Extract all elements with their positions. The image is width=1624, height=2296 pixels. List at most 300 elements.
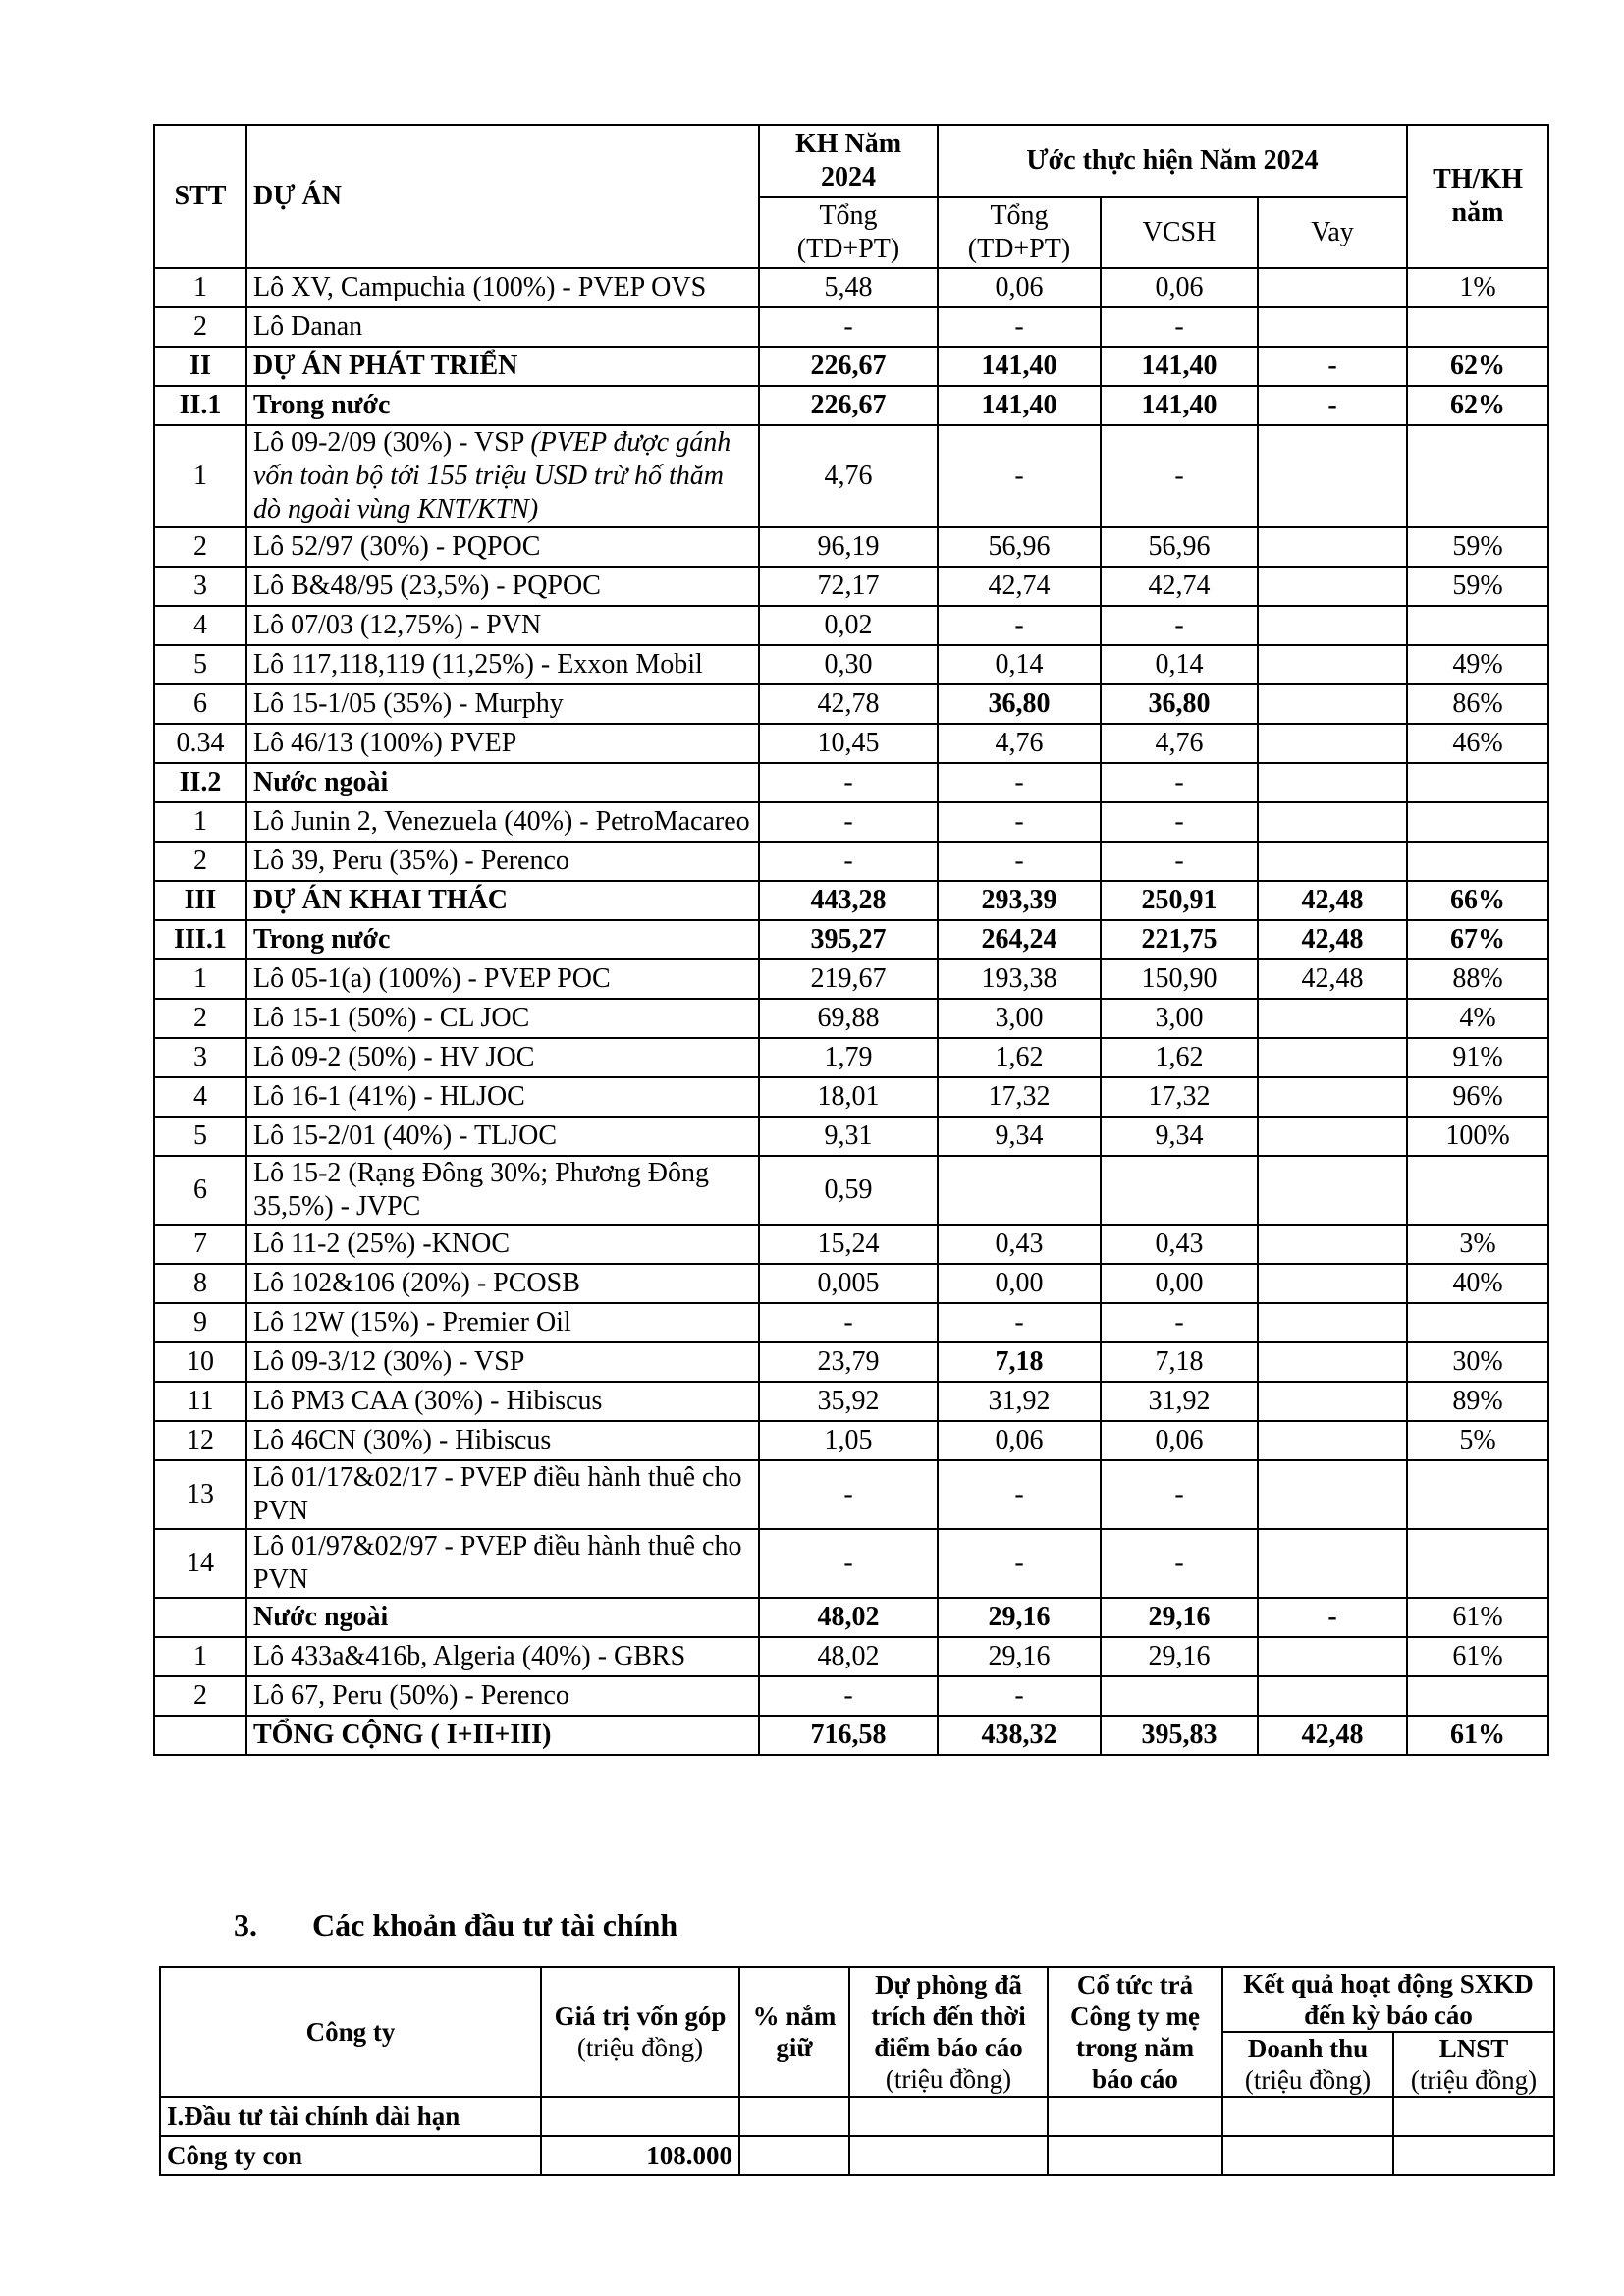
- project-name-cell: [246, 1117, 759, 1156]
- table-row: [154, 920, 1548, 959]
- estimate-total-cell: 36,80: [938, 684, 1101, 724]
- stt-cell: 9: [154, 1303, 246, 1342]
- kh-total-cell: 35,92: [759, 1382, 938, 1421]
- thkh-cell: 30%: [1407, 1342, 1548, 1382]
- vcsh-cell: 0,14: [1101, 645, 1258, 684]
- stt-cell: 10: [154, 1342, 246, 1382]
- project-name: Lô 12W (15%) - Premier Oil: [253, 1307, 571, 1338]
- header-capital-label: Giá trị vốn góp: [554, 2001, 727, 2031]
- table-row: [154, 959, 1548, 999]
- project-name: Lô 46CN (30%) - Hibiscus: [253, 1425, 552, 1455]
- estimate-total-cell: 56,96: [938, 527, 1101, 567]
- vay-cell: [1258, 1637, 1407, 1676]
- project-name-cell: [246, 1676, 759, 1716]
- stt-cell: 2: [154, 1676, 246, 1716]
- vay-cell: [1258, 1460, 1407, 1529]
- company-cell: I.Đầu tư tài chính dài hạn: [160, 2097, 541, 2136]
- vay-cell: [1258, 1156, 1407, 1225]
- vay-cell: [1258, 1529, 1407, 1598]
- estimate-total-cell: 9,34: [938, 1117, 1101, 1156]
- stt-cell: 2: [154, 999, 246, 1038]
- vay-cell: 42,48: [1258, 881, 1407, 920]
- thkh-cell: 89%: [1407, 1382, 1548, 1421]
- stt-cell: 13: [154, 1460, 246, 1529]
- estimate-total-cell: 293,39: [938, 881, 1101, 920]
- table-row: [154, 1342, 1548, 1382]
- thkh-cell: 86%: [1407, 684, 1548, 724]
- table-row: [154, 1038, 1548, 1077]
- thkh-cell: [1407, 842, 1548, 881]
- table-row: [154, 1156, 1548, 1225]
- table-row: [154, 724, 1548, 763]
- kh-total-cell: 443,28: [759, 881, 938, 920]
- stt-cell: 5: [154, 645, 246, 684]
- kh-total-cell: 10,45: [759, 724, 938, 763]
- project-name-cell: [246, 567, 759, 606]
- kh-total-cell: 219,67: [759, 959, 938, 999]
- thkh-cell: 66%: [1407, 881, 1548, 920]
- kh-total-cell: 716,58: [759, 1716, 938, 1755]
- vcsh-cell: -: [1101, 842, 1258, 881]
- header-capital-unit: (triệu đồng): [576, 2033, 704, 2062]
- estimate-total-cell: 0,06: [938, 268, 1101, 307]
- vcsh-cell: 141,40: [1101, 347, 1258, 386]
- kh-total-cell: -: [759, 763, 938, 802]
- vcsh-cell: -: [1101, 606, 1258, 645]
- project-name-cell: [246, 1529, 759, 1598]
- thkh-cell: [1407, 606, 1548, 645]
- thkh-cell: 5%: [1407, 1421, 1548, 1460]
- project-name-cell: [246, 1716, 759, 1755]
- project-name-cell: [246, 802, 759, 842]
- vay-cell: [1258, 999, 1407, 1038]
- table-row: [154, 1382, 1548, 1421]
- vay-cell: [1258, 567, 1407, 606]
- project-name-cell: [246, 959, 759, 999]
- vay-cell: 42,48: [1258, 1716, 1407, 1755]
- header-uoc-group: Ước thực hiện Năm 2024: [938, 125, 1407, 197]
- header-profit: [1393, 2032, 1554, 2097]
- table-row: [154, 1460, 1548, 1529]
- project-name: Lô 09-2/09 (30%) - VSP: [253, 427, 531, 458]
- project-name-cell: [246, 999, 759, 1038]
- project-name: Lô 05-1(a) (100%) - PVEP POC: [253, 963, 611, 994]
- vcsh-cell: 150,90: [1101, 959, 1258, 999]
- project-name: DỰ ÁN PHÁT TRIỂN: [253, 351, 518, 381]
- vay-cell: [1258, 645, 1407, 684]
- project-name: Lô 07/03 (12,75%) - PVN: [253, 610, 542, 640]
- vcsh-cell: 221,75: [1101, 920, 1258, 959]
- header-revenue-label: Doanh thu: [1247, 2034, 1369, 2063]
- thkh-cell: [1407, 802, 1548, 842]
- vcsh-cell: 1,62: [1101, 1038, 1258, 1077]
- table-row: [154, 1676, 1548, 1716]
- table-row: [154, 881, 1548, 920]
- kh-total-cell: 226,67: [759, 386, 938, 425]
- estimate-total-cell: 42,74: [938, 567, 1101, 606]
- company-cell: Công ty con: [160, 2136, 541, 2175]
- vcsh-cell: 7,18: [1101, 1342, 1258, 1382]
- kh-total-cell: -: [759, 1676, 938, 1716]
- project-name-cell: [246, 1421, 759, 1460]
- thkh-cell: [1407, 1460, 1548, 1529]
- table-row: [154, 527, 1548, 567]
- stt-cell: 0.34: [154, 724, 246, 763]
- project-name: DỰ ÁN KHAI THÁC: [253, 885, 509, 915]
- section-title: Các khoản đầu tư tài chính: [312, 1907, 678, 1942]
- project-name-cell: [246, 307, 759, 347]
- kh-total-cell: 96,19: [759, 527, 938, 567]
- table-row: [154, 1077, 1548, 1117]
- project-name-cell: [246, 425, 759, 527]
- estimate-total-cell: 7,18: [938, 1342, 1101, 1382]
- estimate-total-cell: 17,32: [938, 1077, 1101, 1117]
- vay-cell: [1258, 1038, 1407, 1077]
- project-name: Lô Junin 2, Venezuela (40%) - PetroMacareo: [253, 806, 750, 837]
- vcsh-cell: 395,83: [1101, 1716, 1258, 1755]
- table-row: [160, 2097, 1554, 2136]
- table-row: [154, 842, 1548, 881]
- kh-total-cell: 0,005: [759, 1264, 938, 1303]
- vay-cell: [1258, 1225, 1407, 1264]
- estimate-total-cell: 0,06: [938, 1421, 1101, 1460]
- project-name: Lô 15-1/05 (35%) - Murphy: [253, 688, 564, 719]
- stt-cell: 1: [154, 268, 246, 307]
- estimate-total-cell: [938, 1156, 1101, 1225]
- estimate-total-cell: 0,14: [938, 645, 1101, 684]
- table-row: [154, 1716, 1548, 1755]
- project-name: Nước ngoài: [253, 767, 389, 797]
- vcsh-cell: 31,92: [1101, 1382, 1258, 1421]
- project-name-cell: [246, 386, 759, 425]
- header-provision-label: Dự phòng đã trích đến thời điểm báo cáo: [871, 1970, 1026, 2062]
- header-du-an: DỰ ÁN: [246, 125, 759, 268]
- project-name: Lô 67, Peru (50%) - Perenco: [253, 1680, 569, 1711]
- project-name: Nước ngoài: [253, 1602, 389, 1632]
- vay-cell: [1258, 1382, 1407, 1421]
- kh-total-cell: 48,02: [759, 1598, 938, 1637]
- project-name-cell: [246, 1342, 759, 1382]
- vay-cell: [1258, 684, 1407, 724]
- estimate-total-cell: 0,43: [938, 1225, 1101, 1264]
- stt-cell: 1: [154, 1637, 246, 1676]
- vcsh-cell: 36,80: [1101, 684, 1258, 724]
- stt-cell: [154, 1716, 246, 1755]
- vay-cell: 42,48: [1258, 920, 1407, 959]
- kh-total-cell: 69,88: [759, 999, 938, 1038]
- vay-cell: [1258, 307, 1407, 347]
- project-name: Lô 16-1 (41%) - HLJOC: [253, 1081, 525, 1112]
- vcsh-cell: 29,16: [1101, 1637, 1258, 1676]
- thkh-cell: 62%: [1407, 386, 1548, 425]
- vcsh-cell: 4,76: [1101, 724, 1258, 763]
- thkh-cell: 62%: [1407, 347, 1548, 386]
- project-name-cell: [246, 1225, 759, 1264]
- estimate-total-cell: 31,92: [938, 1382, 1101, 1421]
- capital-cell: [541, 2097, 739, 2136]
- section-heading: [234, 1907, 677, 1943]
- kh-total-cell: 0,30: [759, 645, 938, 684]
- table-row: [154, 763, 1548, 802]
- vay-cell: -: [1258, 1598, 1407, 1637]
- thkh-cell: 88%: [1407, 959, 1548, 999]
- vay-cell: [1258, 842, 1407, 881]
- kh-total-cell: 72,17: [759, 567, 938, 606]
- kh-total-cell: -: [759, 1460, 938, 1529]
- thkh-cell: 3%: [1407, 1225, 1548, 1264]
- header-vcsh: VCSH: [1101, 197, 1258, 268]
- vay-cell: [1258, 763, 1407, 802]
- vay-cell: [1258, 802, 1407, 842]
- kh-total-cell: -: [759, 1303, 938, 1342]
- section-number: 3.: [234, 1907, 257, 1942]
- estimate-total-cell: -: [938, 606, 1101, 645]
- vcsh-cell: -: [1101, 307, 1258, 347]
- stt-cell: 4: [154, 606, 246, 645]
- project-name: Lô Danan: [253, 311, 363, 342]
- investment-plan-table: [153, 124, 1549, 1756]
- stt-cell: 2: [154, 842, 246, 881]
- project-name-cell: [246, 724, 759, 763]
- stt-cell: 2: [154, 527, 246, 567]
- kh-total-cell: -: [759, 842, 938, 881]
- vcsh-cell: [1101, 1676, 1258, 1716]
- estimate-total-cell: 29,16: [938, 1598, 1101, 1637]
- project-name-cell: [246, 527, 759, 567]
- stt-cell: [154, 1598, 246, 1637]
- vay-cell: [1258, 1303, 1407, 1342]
- stt-cell: III.1: [154, 920, 246, 959]
- kh-total-cell: 9,31: [759, 1117, 938, 1156]
- kh-total-cell: 0,59: [759, 1156, 938, 1225]
- project-name: Lô 11-2 (25%) -KNOC: [253, 1229, 511, 1259]
- kh-total-cell: 23,79: [759, 1342, 938, 1382]
- project-name-cell: [246, 606, 759, 645]
- estimate-total-cell: 0,00: [938, 1264, 1101, 1303]
- project-name: Lô 09-2 (50%) - HV JOC: [253, 1042, 535, 1072]
- header-dividend: Cổ tức trả Công ty mẹ trong năm báo cáo: [1048, 1967, 1222, 2097]
- stt-cell: 6: [154, 684, 246, 724]
- thkh-cell: 40%: [1407, 1264, 1548, 1303]
- estimate-total-cell: 264,24: [938, 920, 1101, 959]
- estimate-total-cell: 29,16: [938, 1637, 1101, 1676]
- vcsh-cell: 29,16: [1101, 1598, 1258, 1637]
- table-row: [154, 999, 1548, 1038]
- project-name: Lô 15-1 (50%) - CL JOC: [253, 1003, 530, 1033]
- estimate-total-cell: -: [938, 307, 1101, 347]
- stt-cell: 6: [154, 1156, 246, 1225]
- project-name: Trong nước: [253, 924, 391, 955]
- stt-cell: 14: [154, 1529, 246, 1598]
- stt-cell: 8: [154, 1264, 246, 1303]
- project-name-cell: [246, 1637, 759, 1676]
- vcsh-cell: 17,32: [1101, 1077, 1258, 1117]
- table-row: [154, 1421, 1548, 1460]
- vcsh-cell: 0,06: [1101, 268, 1258, 307]
- header-capital: [541, 1967, 739, 2097]
- table-row: [154, 1225, 1548, 1264]
- project-name: TỔNG CỘNG ( I+II+III): [253, 1720, 552, 1750]
- thkh-cell: 61%: [1407, 1598, 1548, 1637]
- table-row: [160, 2136, 1554, 2175]
- stt-cell: 5: [154, 1117, 246, 1156]
- vcsh-cell: -: [1101, 425, 1258, 527]
- header-provision-unit: (triệu đồng): [885, 2064, 1012, 2094]
- header-profit-unit: (triệu đồng): [1410, 2065, 1538, 2095]
- kh-total-cell: -: [759, 802, 938, 842]
- project-name-cell: [246, 1156, 759, 1225]
- vay-cell: [1258, 1264, 1407, 1303]
- vcsh-cell: 0,00: [1101, 1264, 1258, 1303]
- table-row: [154, 425, 1548, 527]
- stt-cell: 4: [154, 1077, 246, 1117]
- header-revenue-unit: (triệu đồng): [1244, 2065, 1372, 2095]
- vcsh-cell: -: [1101, 1460, 1258, 1529]
- kh-total-cell: 226,67: [759, 347, 938, 386]
- header-percent: % nắm giữ: [739, 1967, 849, 2097]
- financial-investments-table: [159, 1966, 1555, 2176]
- vcsh-cell: 0,06: [1101, 1421, 1258, 1460]
- project-name: Lô 433a&416b, Algeria (40%) - GBRS: [253, 1641, 686, 1671]
- vcsh-cell: 0,43: [1101, 1225, 1258, 1264]
- vay-cell: [1258, 527, 1407, 567]
- thkh-cell: [1407, 307, 1548, 347]
- project-name: Lô PM3 CAA (30%) - Hibiscus: [253, 1386, 603, 1416]
- project-name-cell: [246, 1382, 759, 1421]
- stt-cell: 11: [154, 1382, 246, 1421]
- table-row: [154, 1598, 1548, 1637]
- project-name: Lô 09-3/12 (30%) - VSP: [253, 1346, 525, 1377]
- thkh-cell: 59%: [1407, 527, 1548, 567]
- vcsh-cell: 250,91: [1101, 881, 1258, 920]
- vay-cell: [1258, 606, 1407, 645]
- project-name: Lô B&48/95 (23,5%) - PQPOC: [253, 571, 601, 601]
- thkh-cell: 100%: [1407, 1117, 1548, 1156]
- table-row: [154, 1637, 1548, 1676]
- project-name-cell: [246, 684, 759, 724]
- estimate-total-cell: -: [938, 1529, 1101, 1598]
- vcsh-cell: -: [1101, 1529, 1258, 1598]
- vcsh-cell: 56,96: [1101, 527, 1258, 567]
- kh-total-cell: -: [759, 307, 938, 347]
- project-name-cell: [246, 268, 759, 307]
- thkh-cell: [1407, 425, 1548, 527]
- vcsh-cell: 141,40: [1101, 386, 1258, 425]
- table-row: [154, 1303, 1548, 1342]
- thkh-cell: 61%: [1407, 1637, 1548, 1676]
- kh-total-cell: 42,78: [759, 684, 938, 724]
- capital-cell: 108.000: [541, 2136, 739, 2175]
- stt-cell: II.1: [154, 386, 246, 425]
- stt-cell: II.2: [154, 763, 246, 802]
- thkh-cell: [1407, 1303, 1548, 1342]
- vay-cell: [1258, 425, 1407, 527]
- thkh-cell: 96%: [1407, 1077, 1548, 1117]
- kh-total-cell: 0,02: [759, 606, 938, 645]
- stt-cell: III: [154, 881, 246, 920]
- stt-cell: 2: [154, 307, 246, 347]
- kh-total-cell: 18,01: [759, 1077, 938, 1117]
- header-vay: Vay: [1258, 197, 1407, 268]
- thkh-cell: [1407, 1156, 1548, 1225]
- project-name-cell: [246, 881, 759, 920]
- project-name-cell: [246, 1598, 759, 1637]
- estimate-total-cell: -: [938, 842, 1101, 881]
- project-name: Lô 15-2 (Rạng Đông 30%; Phương Đông 35,5%) - JVPC: [253, 1158, 709, 1222]
- table-row: [154, 1264, 1548, 1303]
- estimate-total-cell: 438,32: [938, 1716, 1101, 1755]
- project-name: Trong nước: [253, 390, 391, 420]
- header-stt: STT: [154, 125, 246, 268]
- table-row: [154, 347, 1548, 386]
- vcsh-cell: -: [1101, 1303, 1258, 1342]
- table-row: [154, 802, 1548, 842]
- project-name: Lô 46/13 (100%) PVEP: [253, 728, 517, 758]
- estimate-total-cell: 4,76: [938, 724, 1101, 763]
- estimate-total-cell: -: [938, 802, 1101, 842]
- vcsh-cell: -: [1101, 763, 1258, 802]
- estimate-total-cell: -: [938, 763, 1101, 802]
- estimate-total-cell: -: [938, 1676, 1101, 1716]
- table-row: [154, 268, 1548, 307]
- project-name-cell: [246, 1077, 759, 1117]
- vcsh-cell: 42,74: [1101, 567, 1258, 606]
- stt-cell: 1: [154, 802, 246, 842]
- vay-cell: [1258, 1676, 1407, 1716]
- kh-total-cell: 1,79: [759, 1038, 938, 1077]
- table-row: [154, 606, 1548, 645]
- project-name: Lô 102&106 (20%) - PCOSB: [253, 1268, 580, 1298]
- thkh-cell: 4%: [1407, 999, 1548, 1038]
- project-name: Lô 39, Peru (35%) - Perenco: [253, 846, 569, 876]
- table-row: [154, 567, 1548, 606]
- project-name: Lô 01/17&02/17 - PVEP điều hành thuê cho PVN: [253, 1462, 742, 1526]
- stt-cell: II: [154, 347, 246, 386]
- estimate-total-cell: 1,62: [938, 1038, 1101, 1077]
- table-row: [154, 1529, 1548, 1598]
- table-row: [154, 684, 1548, 724]
- stt-cell: 7: [154, 1225, 246, 1264]
- vay-cell: [1258, 1117, 1407, 1156]
- table-row: [154, 307, 1548, 347]
- project-name: Lô 117,118,119 (11,25%) - Exxon Mobil: [253, 649, 703, 680]
- estimate-total-cell: -: [938, 1303, 1101, 1342]
- estimate-total-cell: 141,40: [938, 347, 1101, 386]
- table-row: [154, 386, 1548, 425]
- thkh-cell: 67%: [1407, 920, 1548, 959]
- header-uoc-tong: Tổng (TD+PT): [938, 197, 1101, 268]
- project-name: Lô XV, Campuchia (100%) - PVEP OVS: [253, 272, 707, 302]
- project-note: (PVEP được gánh vốn toàn bộ tới 155 triệu USD trừ hố thăm dò ngoài vùng KNT/KTN): [253, 427, 731, 524]
- thkh-cell: 61%: [1407, 1716, 1548, 1755]
- vay-cell: [1258, 1421, 1407, 1460]
- estimate-total-cell: -: [938, 1460, 1101, 1529]
- estimate-total-cell: 3,00: [938, 999, 1101, 1038]
- vcsh-cell: 3,00: [1101, 999, 1258, 1038]
- kh-total-cell: 15,24: [759, 1225, 938, 1264]
- estimate-total-cell: 193,38: [938, 959, 1101, 999]
- vcsh-cell: 9,34: [1101, 1117, 1258, 1156]
- header-revenue: [1222, 2032, 1393, 2097]
- table-row: [154, 645, 1548, 684]
- header-kh-group: KH Năm 2024: [759, 125, 938, 197]
- stt-cell: 3: [154, 567, 246, 606]
- thkh-cell: 1%: [1407, 268, 1548, 307]
- thkh-cell: 59%: [1407, 567, 1548, 606]
- kh-total-cell: 5,48: [759, 268, 938, 307]
- header-kh-tong: Tổng (TD+PT): [759, 197, 938, 268]
- header-provision: [849, 1967, 1048, 2097]
